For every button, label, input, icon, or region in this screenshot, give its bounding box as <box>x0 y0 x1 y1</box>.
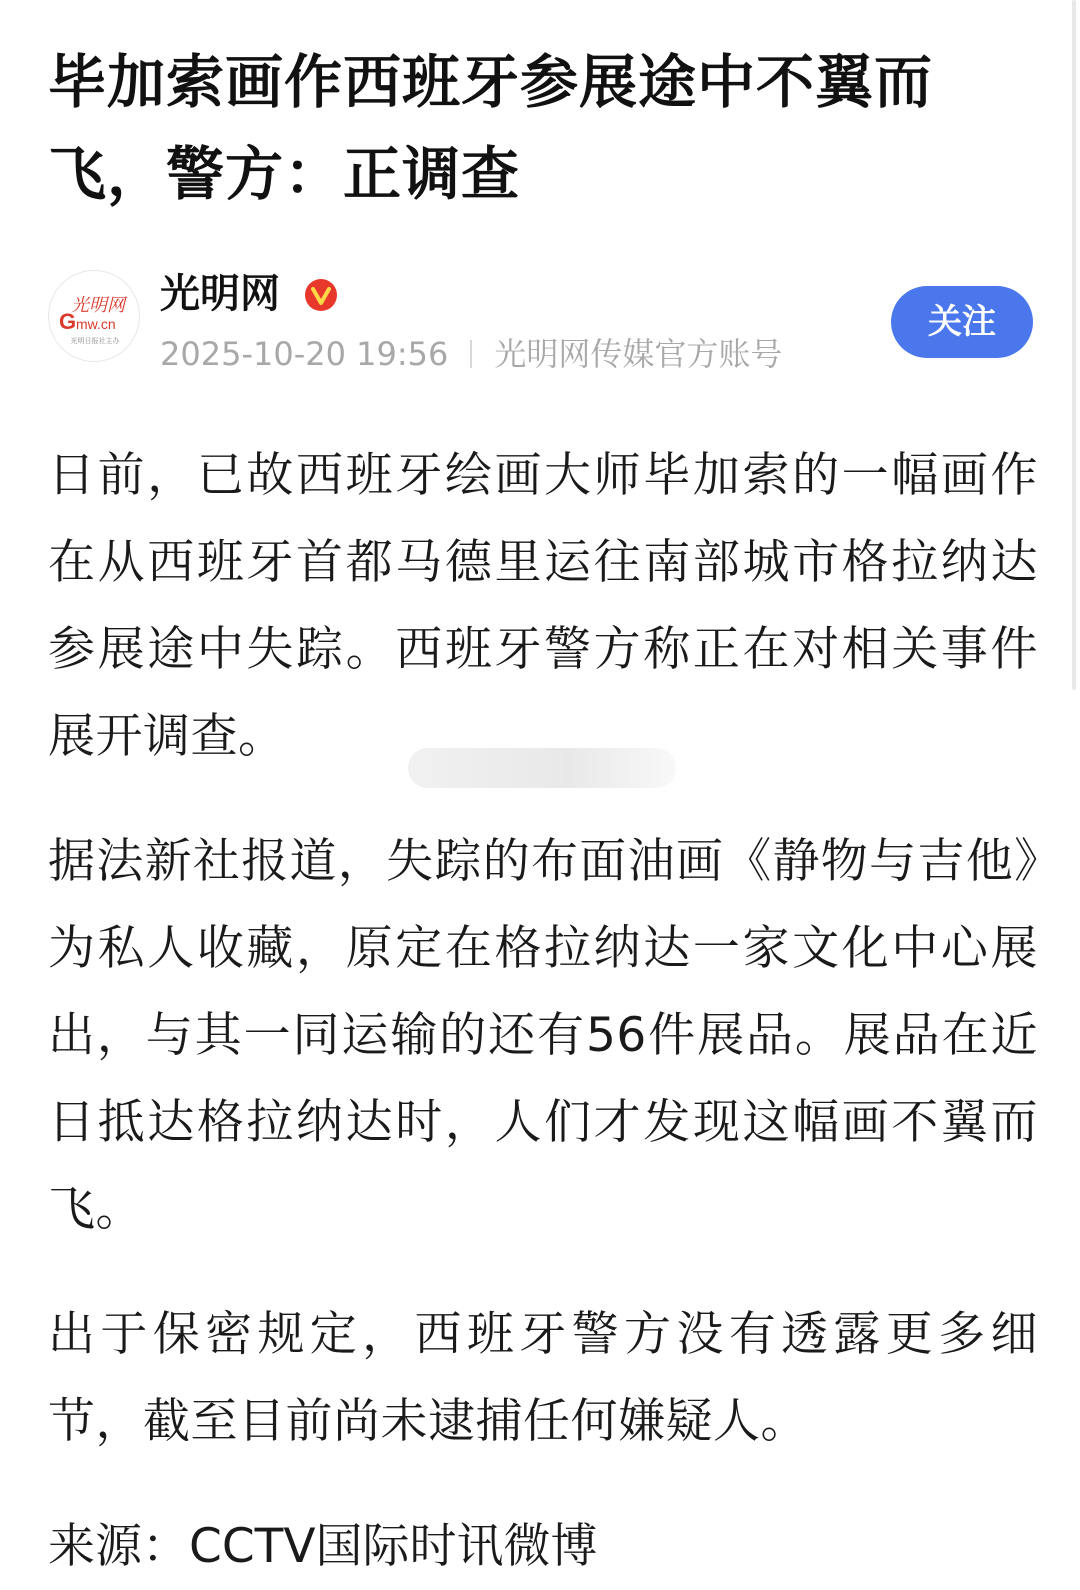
account-description: 光明网传媒官方账号 <box>494 335 783 373</box>
follow-button[interactable]: 关注 <box>891 286 1033 358</box>
svg-text:光明网: 光明网 <box>71 295 125 315</box>
post-timestamp: 2025-10-20 19:56 <box>160 335 449 373</box>
paragraph-2: 据法新社报道，失踪的布面油画《静物与吉他》为私人收藏，原定在格拉纳达一家文化中心展出，与其一同运输的还有56件展品。展品在近日抵达格拉纳达时，人们才发现这幅画不翼而飞。 <box>48 834 1038 1237</box>
svg-text:G: G <box>59 309 77 334</box>
article-title: 毕加索画作西班牙参展途中不翼而飞，警方：正调查 <box>48 48 934 208</box>
svg-text:光明日报社主办: 光明日报社主办 <box>70 337 120 345</box>
paragraph-3: 出于保密规定，西班牙警方没有透露更多细节，截至目前尚未逮捕任何嫌疑人。 <box>48 1307 1038 1449</box>
author-row <box>48 266 1038 376</box>
author-avatar[interactable] <box>48 270 140 362</box>
blurred-overlay <box>408 748 676 788</box>
gmw-logo-icon <box>49 271 141 363</box>
verified-badge-icon <box>304 278 338 312</box>
meta-divider <box>470 340 472 368</box>
paragraph-1: 日前，已故西班牙绘画大师毕加索的一幅画作在从西班牙首都马德里运往南部城市格拉纳达参展途中失踪。西班牙警方称正在对相关事件展开调查。 <box>48 448 1038 764</box>
svg-text:mw.cn: mw.cn <box>76 316 116 332</box>
scrollbar[interactable] <box>1072 0 1076 690</box>
post-meta <box>160 334 782 374</box>
article-body <box>48 432 1038 1590</box>
article-source: 来源：CCTV国际时讯微博 <box>48 1519 598 1574</box>
author-name[interactable]: 光明网 <box>160 271 280 317</box>
